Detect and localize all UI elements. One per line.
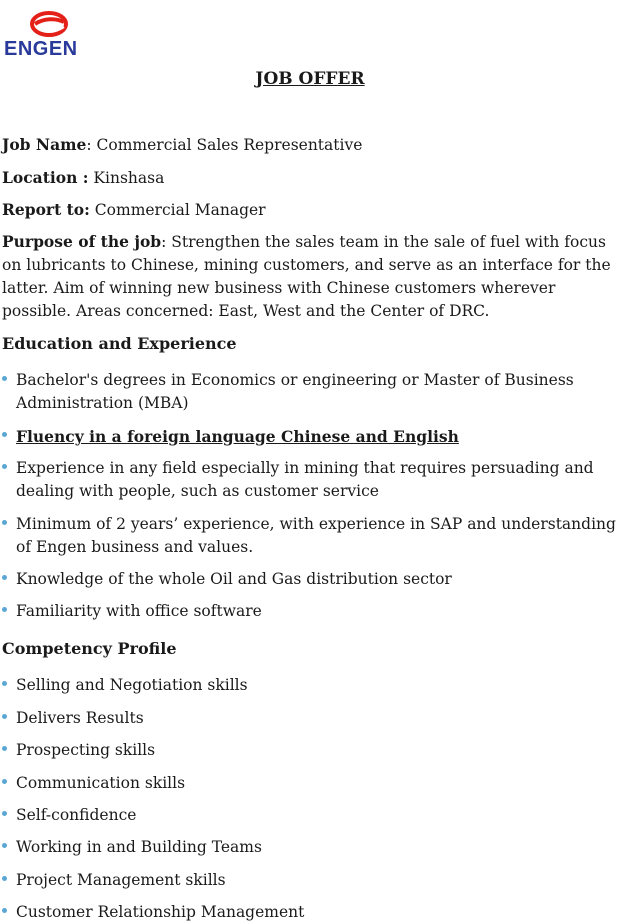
engen-logo-emblem-icon [4,10,94,40]
list-item: Selling and Negotiation skills [2,674,618,697]
list-item: Delivers Results [2,707,618,730]
list-item: Experience in any field especially in mining that requires persuading and dealing with people, such as customer service [2,457,618,503]
list-item: Familiarity with office software [2,600,618,623]
logo-wordmark: ENGEN [4,38,78,60]
list-item: Working in and Building Teams [2,836,618,859]
list-item: Minimum of 2 years’ experience, with experience in SAP and understanding of Engen business and values. [2,513,618,559]
location-label: Location : [2,168,89,187]
bullet-icon [2,520,7,525]
bullet-icon [2,746,7,751]
list-item: Self-confidence [2,804,618,827]
bullet-icon [2,876,7,881]
job-name-field [2,133,362,157]
list-item: Communication skills [2,772,618,795]
bullet-icon [2,376,7,381]
bullet-icon [2,464,7,469]
bullet-icon [2,607,7,612]
bullet-icon [2,908,7,913]
engen-logo [4,10,94,60]
purpose-field [2,230,614,323]
competency-heading: Competency Profile [2,639,177,658]
bullet-icon [2,779,7,784]
bullet-icon [2,714,7,719]
report-to-label: Report to: [2,200,90,219]
bullet-icon [2,432,7,437]
bullet-icon [2,575,7,580]
purpose-value: : Strengthen the sales team in the sale of fuel with focus on lubricants to Chinese, mining customers, and serve as an interface for the latter. Aim of winning new business with Chinese customers wherever possible. Areas concerned: East, West and the Center of DRC. [2,233,611,320]
report-to-value: Commercial Manager [89,201,266,219]
job-name-label: Job Name [2,135,87,154]
bullet-icon [2,843,7,848]
bullet-icon [2,811,7,816]
report-to-field [2,198,266,222]
list-item: Prospecting skills [2,739,618,762]
list-item: Project Management skills [2,869,618,892]
location-value: Kinshasa [88,169,165,187]
list-item: Knowledge of the whole Oil and Gas distribution sector [2,568,618,591]
page-title: JOB OFFER [255,69,365,89]
list-item: Bachelor's degrees in Economics or engineering or Master of Business Administration (MBA) [2,369,618,415]
job-name-value: : Commercial Sales Representative [86,136,363,154]
location-field [2,166,164,190]
education-heading: Education and Experience [2,334,237,353]
purpose-label: Purpose of the job [2,232,162,251]
list-item: Customer Relationship Management [2,901,618,924]
bullet-icon [2,681,7,686]
list-item: Fluency in a foreign language Chinese and English [2,425,618,449]
